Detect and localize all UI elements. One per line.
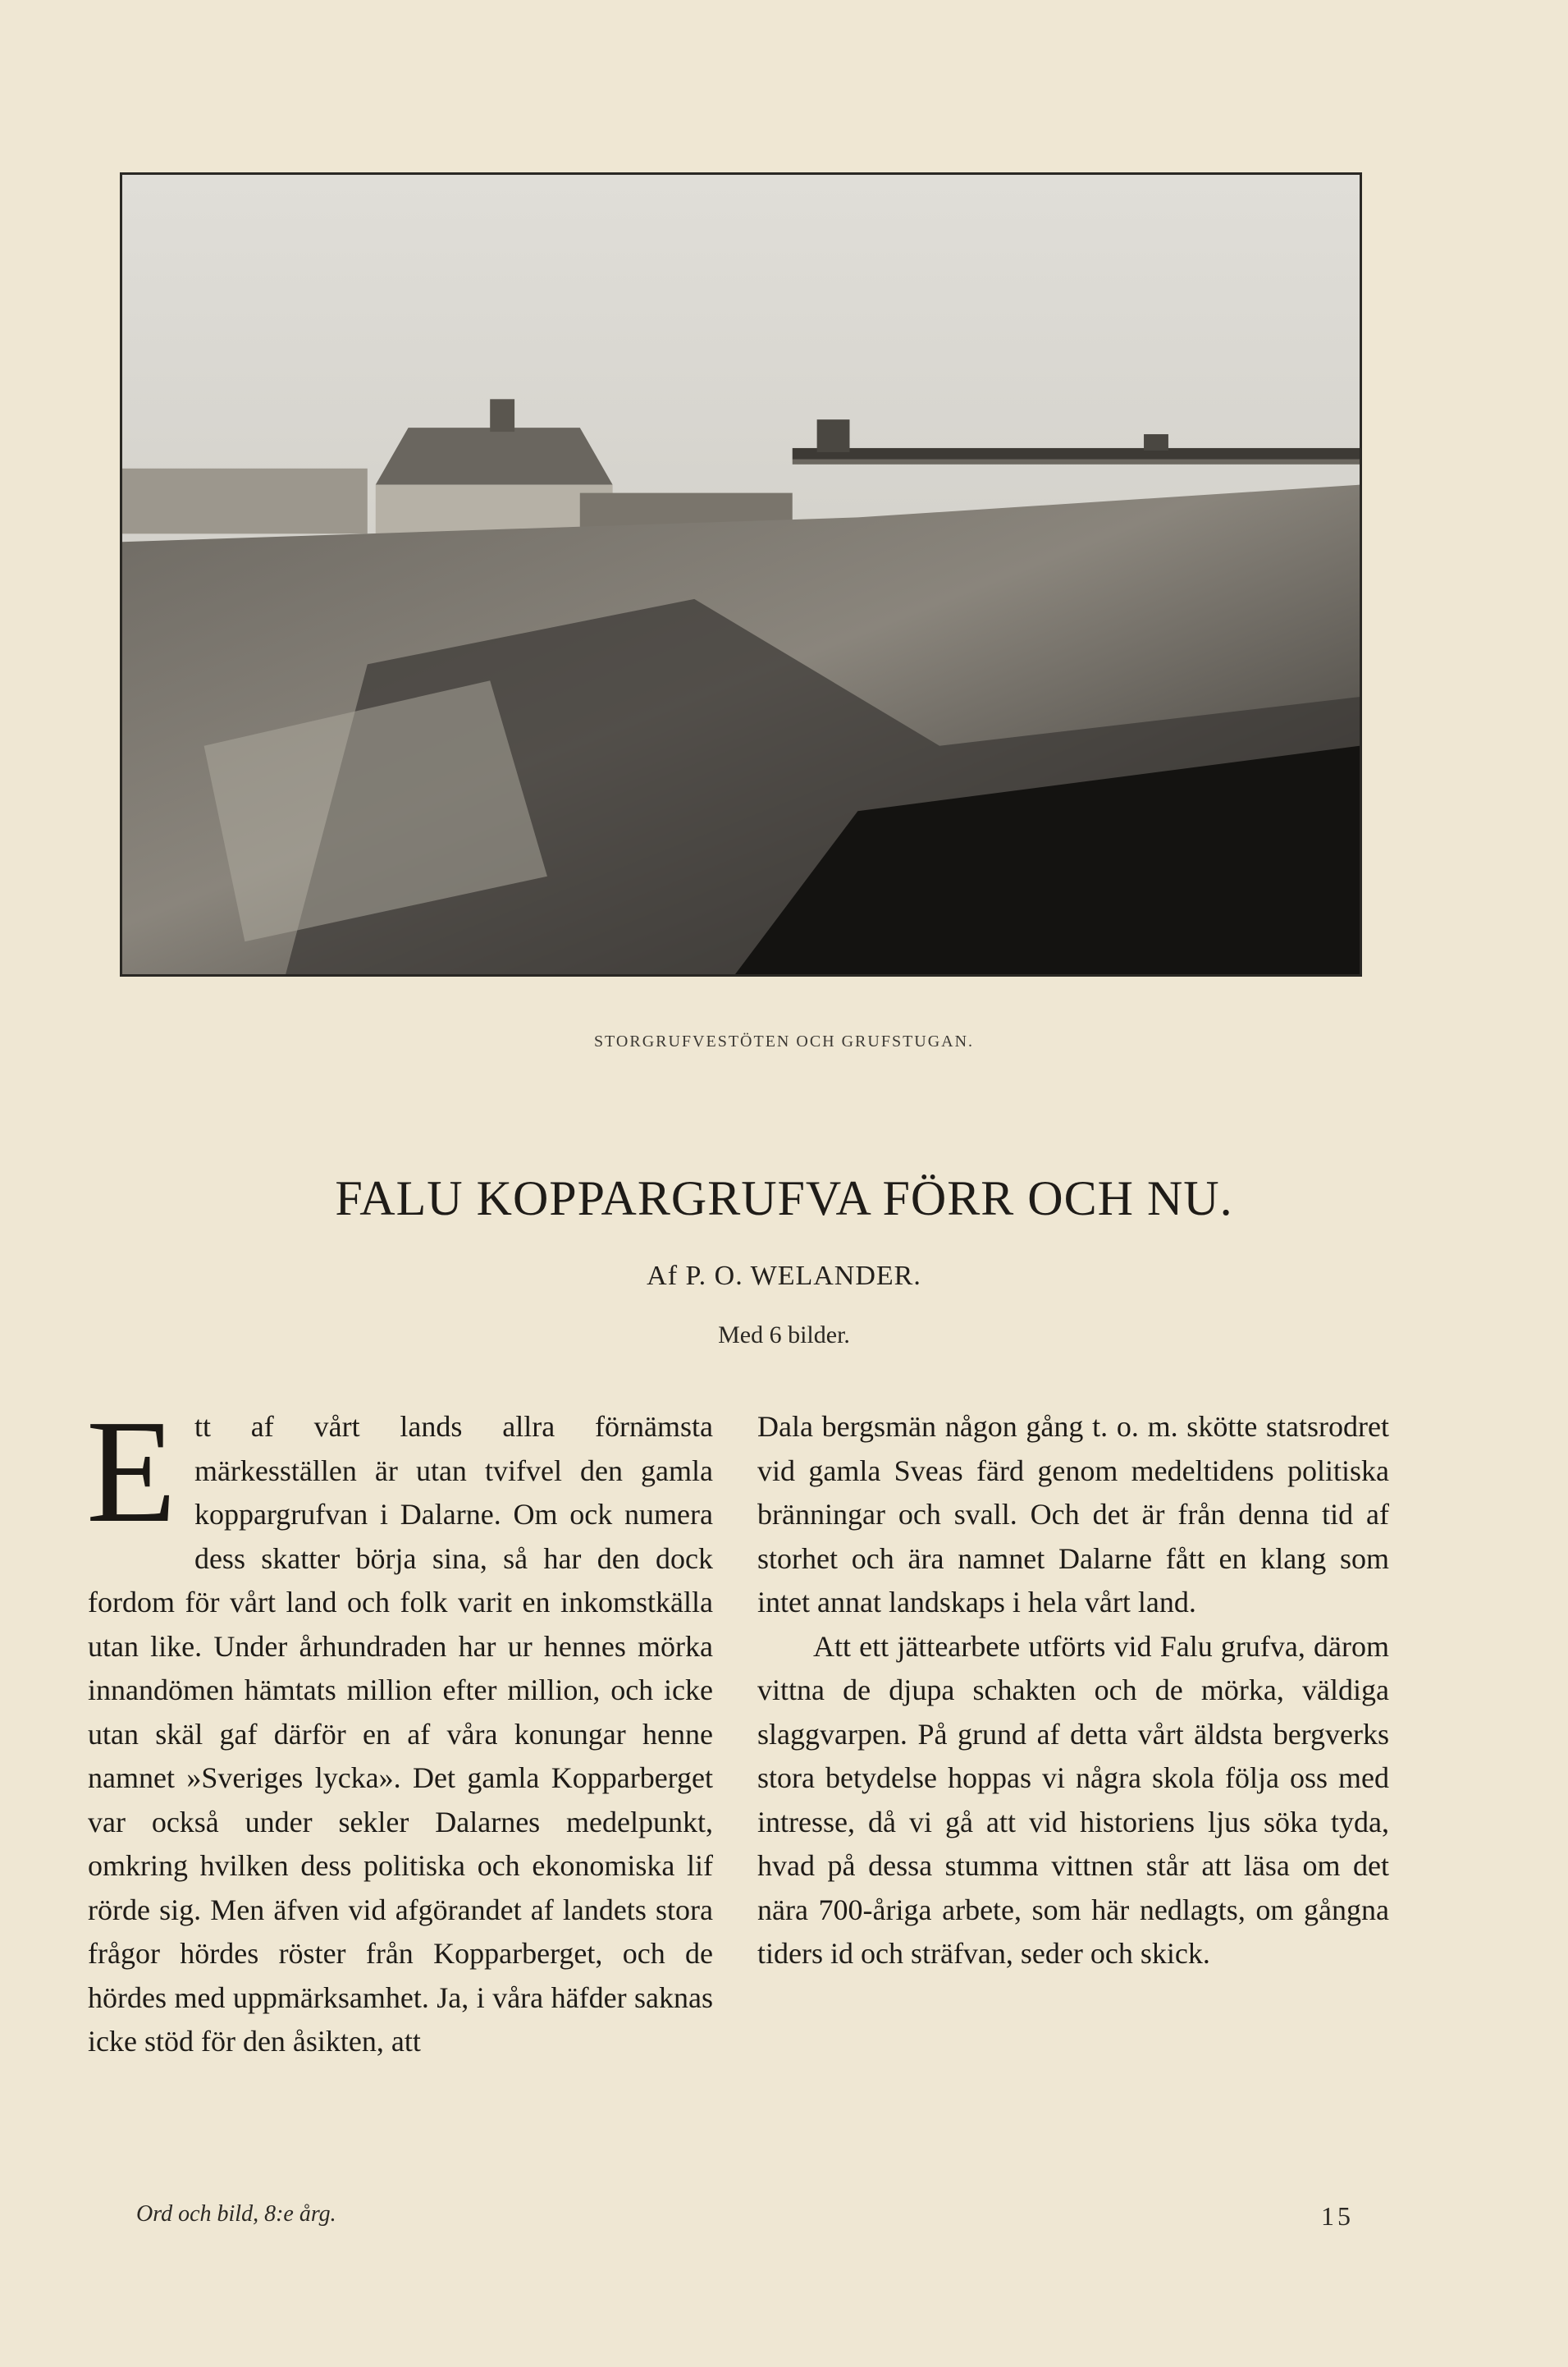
drop-cap: E bbox=[86, 1390, 176, 1553]
mine-photograph bbox=[120, 172, 1362, 977]
publication-name: Ord och bild, 8:e årg. bbox=[136, 2201, 336, 2227]
article-title: FALU KOPPARGRUFVA FÖRR OCH NU. bbox=[335, 1171, 1233, 1225]
photo-caption: STORGRUFVESTÖTEN OCH GRUFSTUGAN. bbox=[593, 1032, 975, 1051]
article-byline: Af P. O. WELANDER. bbox=[647, 1261, 921, 1291]
mine-photograph-illustration bbox=[122, 175, 1360, 974]
left-column-text: tt af vårt lands allra förnämsta märkesställen är utan tvifvel den gamla koppargrufvan i Dalarne. Om ock numera dess skatter börja sina, så har den dock fordom för vårt land och folk varit en inkomstkälla utan like. Under århundraden har ur hennes mörka innandömen hämtats million efter million, och icke utan skäl gaf därför en af våra konungar henne namnet »Sveriges lycka». Det gamla Kopparberget var också under sekler Dalarnes medelpunkt, omkring hvilken dess politiska och ekonomiska lif rörde sig. Men äfven vid afgörandet af landets stora frågor hördes röster från Kopparberget, och de hördes med uppmärksamhet. Ja, i våra häfder saknas icke stöd för den åsikten, att bbox=[88, 1410, 713, 2058]
right-column-paragraph-1: Dala bergsmän någon gång t. o. m. skötte statsrodret vid gamla Sveas färd genom medeltidens politiska bränningar och svall. Och det är från denna tid af storhet och ära namnet Dalarne fått en klang som intet annat landskaps i hela vårt land. bbox=[757, 1410, 1389, 1618]
article-subline: Med 6 bilder. bbox=[718, 1321, 850, 1348]
page-number: 15 bbox=[1321, 2201, 1354, 2231]
text-column-left bbox=[86, 1390, 713, 2064]
text-column-right bbox=[757, 1405, 1389, 1976]
right-column-paragraph-2: Att ett jättearbete utförts vid Falu grufva, därom vittna de djupa schakten och de mörka, väldiga slaggvarpen. På grund af detta vårt äldsta bergverks stora betydelse hoppas vi några skola följa oss med intresse, då vi gå att vid historiens ljus söka tyda, hvad på dessa stumma vittnen står att läsa om det nära 700-åriga arbete, som här nedlagts, om gångna tiders id och sträfvan, seder och skick. bbox=[757, 1629, 1389, 1970]
